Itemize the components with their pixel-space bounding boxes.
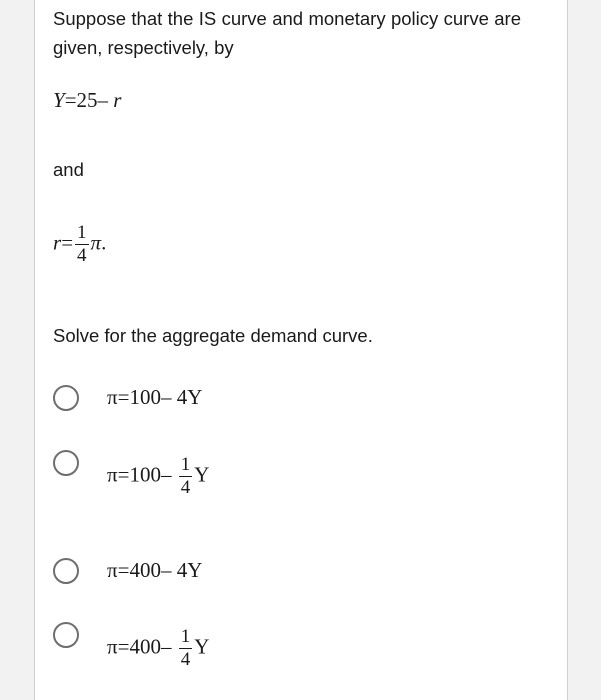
option-equation: π=100– 4Y [107, 385, 203, 409]
fraction: $\frac{1}{4}$ [180, 454, 191, 498]
question-prompt: Solve for the aggregate demand curve. [53, 325, 373, 346]
mp-curve-equation: r= $\frac{1}{4}$ π. [53, 222, 107, 266]
question-panel [34, 0, 568, 700]
fraction: $\frac{1}{4}$ [180, 626, 191, 670]
option-equation: π=400– $\frac{1}{4}$ Y [107, 626, 210, 670]
answer-option-4[interactable] [53, 620, 533, 692]
question-intro: Suppose that the IS curve and monetary policy curve are given, respectively, by [53, 8, 521, 58]
radio-button[interactable] [53, 558, 79, 584]
answer-option-3[interactable] [53, 556, 533, 586]
option-equation: π=400– 4Y [107, 558, 203, 582]
fraction: $\frac{1}{4}$ [77, 222, 87, 266]
connector-text: and [53, 159, 84, 180]
answer-option-2[interactable] [53, 448, 533, 520]
answer-option-1[interactable] [53, 383, 533, 413]
radio-button[interactable] [53, 450, 79, 476]
radio-button[interactable] [53, 622, 79, 648]
is-curve-equation: Y=25– r [53, 88, 122, 112]
option-equation: π=100– $\frac{1}{4}$ Y [107, 454, 210, 498]
radio-button[interactable] [53, 385, 79, 411]
